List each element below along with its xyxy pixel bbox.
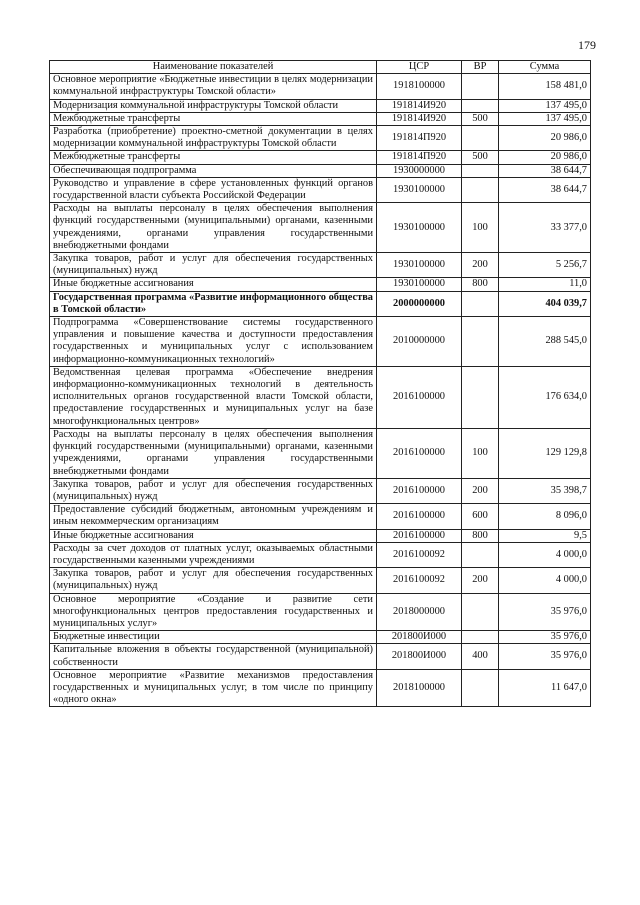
- row-vr: 100: [462, 428, 499, 478]
- row-vr: [462, 317, 499, 367]
- row-csr: 2016100000: [377, 428, 462, 478]
- page-number: 179: [578, 38, 596, 52]
- row-csr: 2000000000: [377, 291, 462, 316]
- row-vr: [462, 164, 499, 177]
- row-name: Подпрограмма «Совершенствование системы государственного управления и повышение качества и доступности предоставления государственных и муниципальных услуг с использованием информационно-коммуникационных технологий»: [50, 317, 377, 367]
- row-sum: 35 976,0: [499, 631, 591, 644]
- table-row: [50, 568, 591, 593]
- row-csr: 191814И920: [377, 112, 462, 125]
- row-vr: [462, 593, 499, 631]
- row-name: Закупка товаров, работ и услуг для обеспечения государственных (муниципальных) нужд: [50, 568, 377, 593]
- table-row: [50, 366, 591, 428]
- row-csr: 1930100000: [377, 278, 462, 291]
- table-header-row: [50, 61, 591, 74]
- table-row: [50, 644, 591, 669]
- row-vr: 600: [462, 504, 499, 529]
- row-name: Основное мероприятие «Бюджетные инвестиции в целях модернизации коммунальной инфраструктуры Томской области»: [50, 74, 377, 99]
- row-name: Межбюджетные трансферты: [50, 151, 377, 164]
- row-vr: [462, 366, 499, 428]
- row-sum: 20 986,0: [499, 151, 591, 164]
- row-vr: 200: [462, 253, 499, 278]
- row-name: Руководство и управление в сфере установленных функций органов государственной власти субъекта Российской Федерации: [50, 177, 377, 202]
- row-vr: 800: [462, 278, 499, 291]
- table-row: [50, 126, 591, 151]
- table-row: [50, 278, 591, 291]
- table-row: [50, 529, 591, 542]
- table-row: [50, 317, 591, 367]
- row-sum: 35 976,0: [499, 644, 591, 669]
- row-sum: 288 545,0: [499, 317, 591, 367]
- row-sum: 404 039,7: [499, 291, 591, 316]
- row-csr: 2016100092: [377, 568, 462, 593]
- table-row: [50, 164, 591, 177]
- row-csr: 201800И000: [377, 644, 462, 669]
- row-csr: 1930000000: [377, 164, 462, 177]
- row-sum: 20 986,0: [499, 126, 591, 151]
- table-row: [50, 478, 591, 503]
- row-name: Обеспечивающая подпрограмма: [50, 164, 377, 177]
- table-row: [50, 291, 591, 316]
- row-sum: 158 481,0: [499, 74, 591, 99]
- row-name: Расходы на выплаты персоналу в целях обеспечения выполнения функций государственными (муниципальными) органами, казенными учреждениями, органами управления государственными внебюджетными фондами: [50, 203, 377, 253]
- row-csr: 1930100000: [377, 253, 462, 278]
- row-sum: 35 398,7: [499, 478, 591, 503]
- header-name: Наименование показателей: [50, 61, 377, 74]
- row-vr: 200: [462, 478, 499, 503]
- row-name: Закупка товаров, работ и услуг для обеспечения государственных (муниципальных) нужд: [50, 478, 377, 503]
- row-csr: 1930100000: [377, 203, 462, 253]
- row-name: Иные бюджетные ассигнования: [50, 529, 377, 542]
- row-name: Предоставление субсидий бюджетным, автономным учреждениям и иным некоммерческим организациям: [50, 504, 377, 529]
- row-sum: 4 000,0: [499, 542, 591, 567]
- row-csr: 191814П920: [377, 151, 462, 164]
- header-sum: Сумма: [499, 61, 591, 74]
- row-vr: 200: [462, 568, 499, 593]
- row-csr: 201800И000: [377, 631, 462, 644]
- row-vr: [462, 126, 499, 151]
- row-csr: 2018000000: [377, 593, 462, 631]
- row-csr: 1918100000: [377, 74, 462, 99]
- table-row: [50, 74, 591, 99]
- row-name: Расходы за счет доходов от платных услуг, оказываемых областными государственными казенными учреждениями: [50, 542, 377, 567]
- row-vr: [462, 74, 499, 99]
- table-row: [50, 112, 591, 125]
- row-sum: 5 256,7: [499, 253, 591, 278]
- row-csr: 191814П920: [377, 126, 462, 151]
- row-vr: 100: [462, 203, 499, 253]
- row-vr: [462, 669, 499, 707]
- row-csr: 2018100000: [377, 669, 462, 707]
- row-csr: 1930100000: [377, 177, 462, 202]
- row-sum: 35 976,0: [499, 593, 591, 631]
- table-row: [50, 99, 591, 112]
- row-sum: 8 096,0: [499, 504, 591, 529]
- row-name: Капитальные вложения в объекты государственной (муниципальной) собственности: [50, 644, 377, 669]
- header-csr: ЦСР: [377, 61, 462, 74]
- row-sum: 137 495,0: [499, 99, 591, 112]
- row-csr: 2016100000: [377, 504, 462, 529]
- row-sum: 4 000,0: [499, 568, 591, 593]
- table-row: [50, 203, 591, 253]
- row-name: Расходы на выплаты персоналу в целях обеспечения выполнения функций государственными (муниципальными) органами, казенными учреждениями, органами управления государственными внебюджетными фондами: [50, 428, 377, 478]
- row-csr: 2016100000: [377, 366, 462, 428]
- row-sum: 38 644,7: [499, 177, 591, 202]
- row-vr: 800: [462, 529, 499, 542]
- row-name: Бюджетные инвестиции: [50, 631, 377, 644]
- row-sum: 38 644,7: [499, 164, 591, 177]
- row-vr: 500: [462, 151, 499, 164]
- row-name: Ведомственная целевая программа «Обеспечение внедрения информационно-коммуникационных технологий в деятельность исполнительных органов государственной власти Томской области, предоставление государственных и муниципальных услуг на базе многофункциональных центров»: [50, 366, 377, 428]
- row-vr: [462, 542, 499, 567]
- table-row: [50, 669, 591, 707]
- row-name: Основное мероприятие «Развитие механизмов предоставления государственных и муниципальных услуг, в том числе по принципу «одного окна»: [50, 669, 377, 707]
- row-vr: [462, 631, 499, 644]
- row-vr: [462, 99, 499, 112]
- row-csr: 2016100000: [377, 478, 462, 503]
- row-vr: [462, 291, 499, 316]
- table-row: [50, 428, 591, 478]
- row-sum: 9,5: [499, 529, 591, 542]
- budget-table: [49, 60, 591, 707]
- row-sum: 11,0: [499, 278, 591, 291]
- row-sum: 33 377,0: [499, 203, 591, 253]
- table-row: [50, 151, 591, 164]
- row-sum: 129 129,8: [499, 428, 591, 478]
- table-row: [50, 253, 591, 278]
- row-name: Закупка товаров, работ и услуг для обеспечения государственных (муниципальных) нужд: [50, 253, 377, 278]
- row-name: Межбюджетные трансферты: [50, 112, 377, 125]
- row-sum: 137 495,0: [499, 112, 591, 125]
- header-vr: ВР: [462, 61, 499, 74]
- row-csr: 2016100092: [377, 542, 462, 567]
- row-sum: 11 647,0: [499, 669, 591, 707]
- table-row: [50, 631, 591, 644]
- table-row: [50, 504, 591, 529]
- row-csr: 2016100000: [377, 529, 462, 542]
- row-name: Основное мероприятие «Создание и развитие сети многофункциональных центров предоставления государственных и муниципальных услуг»: [50, 593, 377, 631]
- row-vr: 500: [462, 112, 499, 125]
- row-vr: 400: [462, 644, 499, 669]
- table-row: [50, 542, 591, 567]
- row-name: Иные бюджетные ассигнования: [50, 278, 377, 291]
- row-csr: 2010000000: [377, 317, 462, 367]
- row-name: Разработка (приобретение) проектно-сметной документации в целях модернизации коммунальной инфраструктуры Томской области: [50, 126, 377, 151]
- table-row: [50, 593, 591, 631]
- row-vr: [462, 177, 499, 202]
- row-name: Модернизация коммунальной инфраструктуры Томской области: [50, 99, 377, 112]
- row-name: Государственная программа «Развитие информационного общества в Томской области»: [50, 291, 377, 316]
- table-row: [50, 177, 591, 202]
- row-sum: 176 634,0: [499, 366, 591, 428]
- row-csr: 191814И920: [377, 99, 462, 112]
